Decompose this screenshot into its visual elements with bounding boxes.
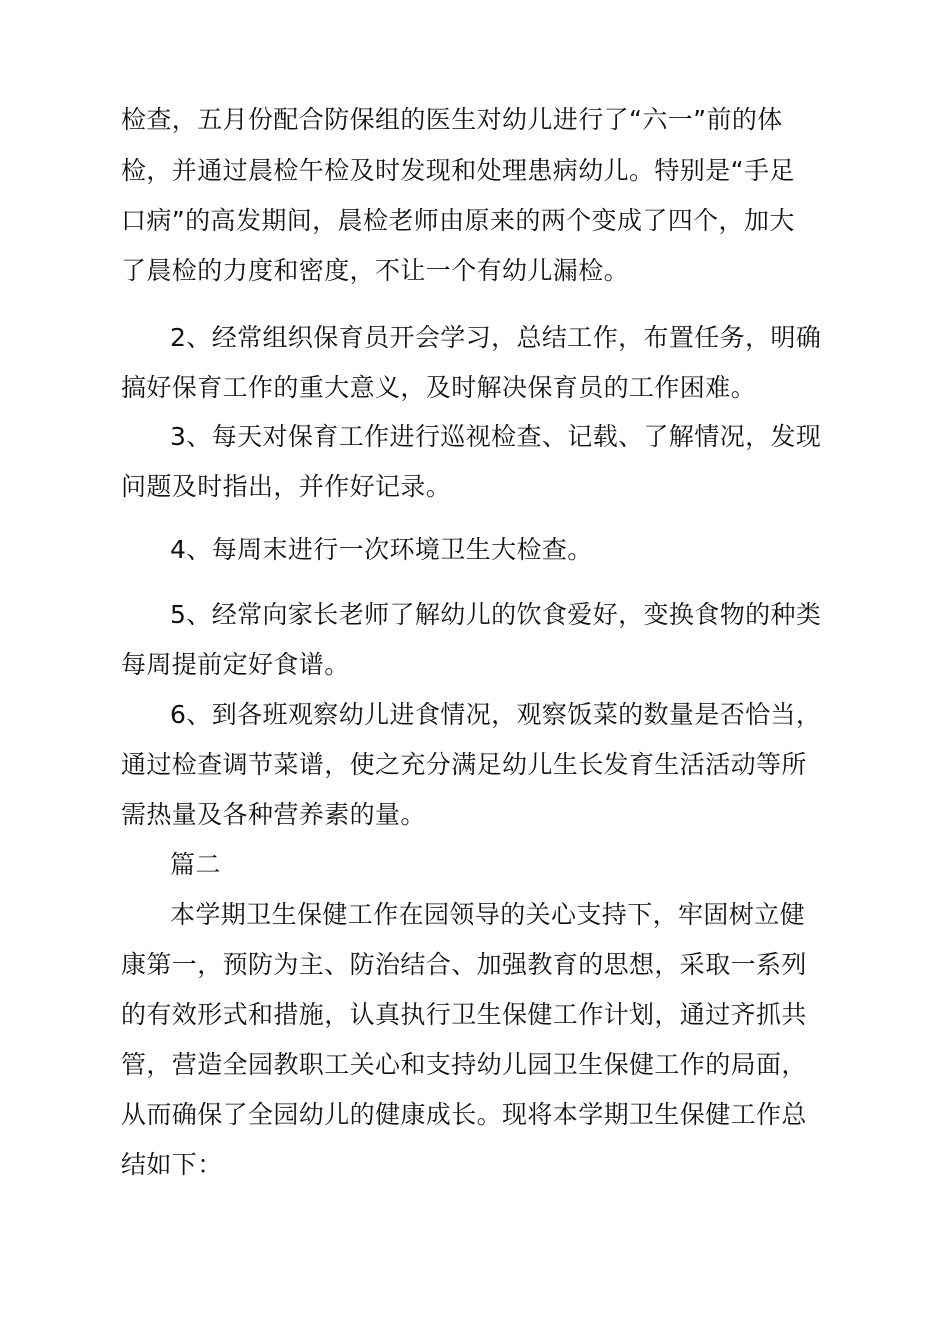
paragraph-line: 需热量及各种营养素的量。 <box>121 800 426 829</box>
paragraph-line: 从而确保了全园幼儿的健康成长。现将本学期卫生保健工作总 <box>121 1100 807 1129</box>
paragraph-line: 通过检查调节菜谱，使之充分满足幼儿生长发育生活活动等所 <box>121 750 807 779</box>
paragraph-line: 康第一，预防为主、防治结合、加强教育的思想，采取一系列 <box>121 950 807 979</box>
paragraph-line: 搞好保育工作的重大意义，及时解决保育员的工作困难。 <box>121 373 757 402</box>
paragraph-line: 了晨检的力度和密度，不让一个有幼儿漏检。 <box>121 256 630 285</box>
paragraph-line: 结如下： <box>121 1150 223 1179</box>
paragraph-line: 检查，五月份配合防保组的医生对幼儿进行了“六一”前的体 <box>121 105 783 134</box>
section-heading: 篇二 <box>170 850 221 879</box>
list-item-3: 3、每天对保育工作进行巡视检查、记载、了解情况，发现 <box>170 422 822 451</box>
paragraph-line: 每周提前定好食谱。 <box>121 650 350 679</box>
paragraph-line: 管，营造全园教职工关心和支持幼儿园卫生保健工作的局面， <box>121 1050 807 1079</box>
paragraph-line: 检，并通过晨检午检及时发现和处理患病幼儿。特别是“手足 <box>121 156 795 185</box>
paragraph-line: 本学期卫生保健工作在园领导的关心支持下，牢固树立健 <box>170 900 806 929</box>
list-item-2: 2、经常组织保育员开会学习，总结工作，布置任务，明确 <box>170 323 822 352</box>
paragraph-line: 的有效形式和措施，认真执行卫生保健工作计划，通过齐抓共 <box>121 1000 807 1029</box>
paragraph-line: 口病”的高发期间，晨检老师由原来的两个变成了四个，加大 <box>121 206 795 235</box>
list-item-4: 4、每周末进行一次环境卫生大检查。 <box>170 535 593 564</box>
list-item-5: 5、经常向家长老师了解幼儿的饮食爱好，变换食物的种类 <box>170 600 822 629</box>
paragraph-line: 问题及时指出，并作好记录。 <box>121 472 452 501</box>
list-item-6: 6、到各班观察幼儿进食情况，观察饭菜的数量是否恰当， <box>170 700 822 729</box>
